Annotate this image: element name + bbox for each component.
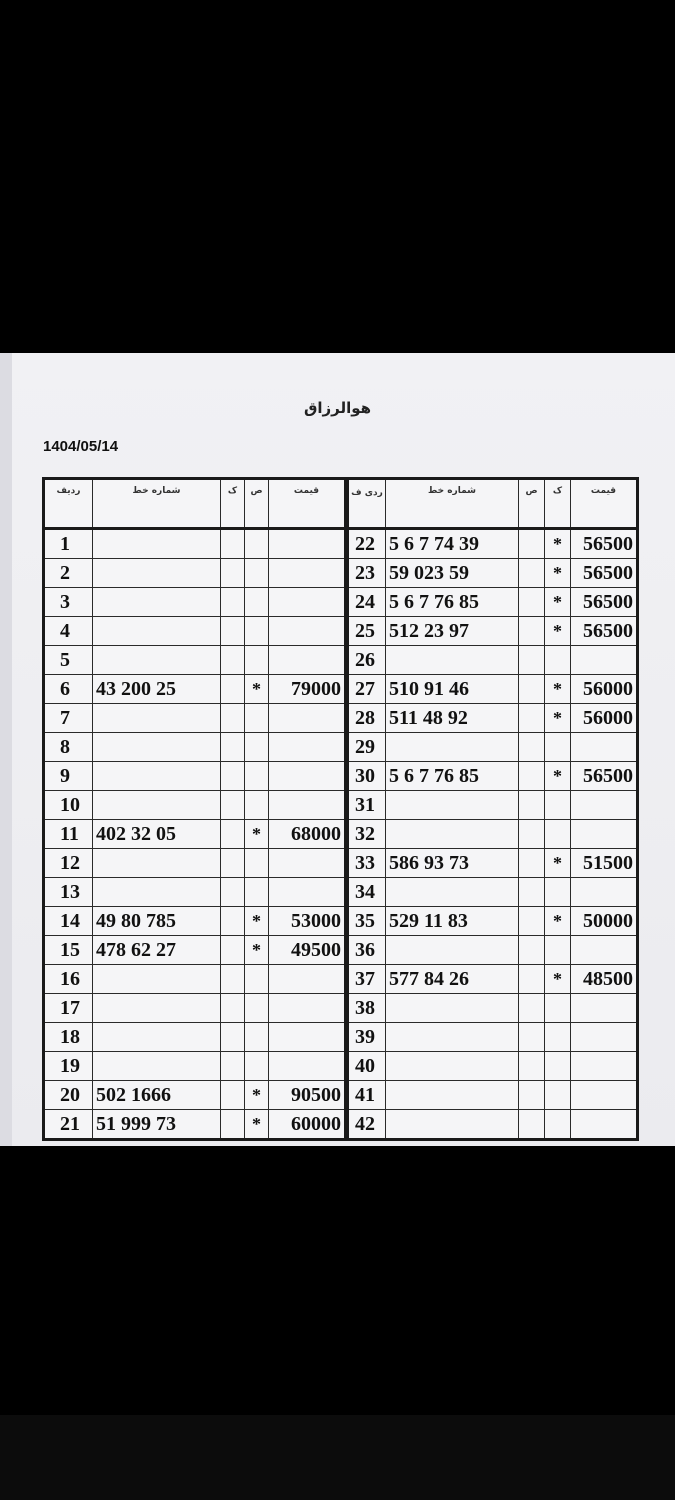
row-number-cell: 9 [44,762,93,791]
price-cell [269,704,346,733]
price-cell: 56500 [571,559,638,588]
price-cell: 56000 [571,704,638,733]
s-cell [245,646,269,675]
header-line-number: شماره خط [93,479,221,529]
row-number-cell: 23 [348,559,386,588]
row-number-cell: 33 [348,849,386,878]
row-number-cell: 24 [348,588,386,617]
line-number-cell: 402 32 05 [93,820,221,849]
table-row [44,588,346,617]
line-number-cell: 577 84 26 [386,965,519,994]
price-cell [269,965,346,994]
s-cell [245,878,269,907]
row-number-cell: 6 [44,675,93,704]
s-cell [545,994,571,1023]
row-number-cell: 19 [44,1052,93,1081]
table-row [348,965,638,994]
price-cell: 48500 [571,965,638,994]
table-row [44,1081,346,1110]
s-cell [245,1052,269,1081]
table-row [44,704,346,733]
document-date: 1404/05/14 [43,438,119,455]
s-cell [245,704,269,733]
s-cell [545,936,571,965]
line-number-cell: 59 023 59 [386,559,519,588]
price-cell: 79000 [269,675,346,704]
line-number-cell [386,936,519,965]
line-number-cell [93,878,221,907]
line-number-cell [93,704,221,733]
row-number-cell: 42 [348,1110,386,1140]
price-cell [269,791,346,820]
price-cell: 56500 [571,588,638,617]
price-cell [571,936,638,965]
k-cell [221,907,245,936]
line-number-cell [93,559,221,588]
price-cell [571,1052,638,1081]
line-number-cell [93,1023,221,1052]
k-cell [519,617,545,646]
line-number-cell [386,1110,519,1140]
price-cell [571,646,638,675]
row-number-cell: 3 [44,588,93,617]
s-cell [245,849,269,878]
price-cell: 49500 [269,936,346,965]
k-cell [221,1023,245,1052]
row-number-cell: 12 [44,849,93,878]
price-cell [571,733,638,762]
row-number-cell: 22 [348,529,386,559]
line-number-cell [93,791,221,820]
line-number-cell: 5 6 7 76 85 [386,762,519,791]
row-number-cell: 13 [44,878,93,907]
line-number-cell: 529 11 83 [386,907,519,936]
row-number-cell: 18 [44,1023,93,1052]
line-number-cell: 5 6 7 74 39 [386,529,519,559]
row-number-cell: 11 [44,820,93,849]
s-cell [245,529,269,559]
k-cell [519,907,545,936]
line-number-cell [386,994,519,1023]
k-cell [221,646,245,675]
row-number-cell: 20 [44,1081,93,1110]
price-cell: 51500 [571,849,638,878]
header-k: ک [545,479,571,529]
bottom-navigation-bar [0,1415,675,1500]
line-number-cell [93,733,221,762]
s-cell: * [545,617,571,646]
s-cell [545,1081,571,1110]
table-row [44,994,346,1023]
table-row [348,1052,638,1081]
header-price: قیمت [571,479,638,529]
line-number-cell [386,820,519,849]
k-cell [519,791,545,820]
table-row [44,733,346,762]
s-cell [245,733,269,762]
header-row-number: ردیف [44,479,93,529]
table-row [44,878,346,907]
table-row [44,820,346,849]
page-edge [0,353,12,1146]
line-number-cell [93,762,221,791]
k-cell [519,529,545,559]
left-price-table [42,477,347,1141]
row-number-cell: 8 [44,733,93,762]
k-cell [221,675,245,704]
s-cell: * [545,559,571,588]
k-cell [519,588,545,617]
k-cell [519,965,545,994]
k-cell [221,1110,245,1140]
table-row [44,849,346,878]
line-number-cell [93,965,221,994]
table-row [348,559,638,588]
s-cell [245,1023,269,1052]
line-number-cell: 512 23 97 [386,617,519,646]
s-cell: * [245,675,269,704]
table-row [348,849,638,878]
s-cell: * [245,936,269,965]
line-number-cell [93,617,221,646]
table-header-row [44,479,346,529]
line-number-cell: 586 93 73 [386,849,519,878]
line-number-cell [386,791,519,820]
s-cell [245,994,269,1023]
table-row [44,675,346,704]
line-number-cell: 502 1666 [93,1081,221,1110]
price-cell [269,733,346,762]
k-cell [519,820,545,849]
k-cell [221,994,245,1023]
k-cell [221,1052,245,1081]
s-cell: * [545,704,571,733]
s-cell [545,1052,571,1081]
price-cell: 68000 [269,820,346,849]
table-row [44,1110,346,1140]
document-heading: هوالرزاق [303,399,372,417]
k-cell [221,559,245,588]
price-cell [571,878,638,907]
header-price: قیمت [269,479,346,529]
row-number-cell: 37 [348,965,386,994]
line-number-cell: 5 6 7 76 85 [386,588,519,617]
k-cell [519,936,545,965]
table-row [348,1023,638,1052]
line-number-cell: 511 48 92 [386,704,519,733]
k-cell [221,762,245,791]
row-number-cell: 15 [44,936,93,965]
row-number-cell: 41 [348,1081,386,1110]
k-cell [519,878,545,907]
table-row [348,529,638,559]
k-cell [519,1081,545,1110]
table-row [44,936,346,965]
price-cell: 60000 [269,1110,346,1140]
k-cell [221,733,245,762]
row-number-cell: 31 [348,791,386,820]
line-number-cell: 43 200 25 [93,675,221,704]
s-cell [245,617,269,646]
table-row [44,559,346,588]
price-cell: 56500 [571,762,638,791]
row-number-cell: 17 [44,994,93,1023]
table-row [348,1081,638,1110]
s-cell [545,791,571,820]
price-cell [571,1023,638,1052]
line-number-cell [386,646,519,675]
k-cell [221,704,245,733]
table-row [348,588,638,617]
table-row [348,820,638,849]
row-number-cell: 10 [44,791,93,820]
k-cell [519,762,545,791]
line-number-cell [386,878,519,907]
row-number-cell: 26 [348,646,386,675]
s-cell [545,733,571,762]
line-number-cell [93,994,221,1023]
table-row [44,646,346,675]
k-cell [519,849,545,878]
row-number-cell: 27 [348,675,386,704]
s-cell: * [245,1081,269,1110]
price-cell [571,1110,638,1140]
table-header-row [348,479,638,529]
table-row [348,1110,638,1140]
s-cell [545,1110,571,1140]
line-number-cell: 510 91 46 [386,675,519,704]
price-cell [269,559,346,588]
table-row [44,907,346,936]
k-cell [221,820,245,849]
row-number-cell: 30 [348,762,386,791]
s-cell: * [545,849,571,878]
line-number-cell [93,849,221,878]
s-cell: * [545,907,571,936]
s-cell [245,588,269,617]
k-cell [519,1110,545,1140]
price-cell [269,617,346,646]
row-number-cell: 35 [348,907,386,936]
row-number-cell: 34 [348,878,386,907]
table-row [348,907,638,936]
s-cell [545,646,571,675]
line-number-cell [93,646,221,675]
row-number-cell: 4 [44,617,93,646]
k-cell [519,704,545,733]
table-row [348,791,638,820]
k-cell [221,617,245,646]
s-cell [545,820,571,849]
row-number-cell: 32 [348,820,386,849]
line-number-cell [386,1081,519,1110]
header-line-number: شماره خط [386,479,519,529]
row-number-cell: 39 [348,1023,386,1052]
k-cell [221,878,245,907]
row-number-cell: 40 [348,1052,386,1081]
s-cell [245,559,269,588]
header-s: ص [519,479,545,529]
s-cell: * [545,675,571,704]
price-cell [269,1052,346,1081]
row-number-cell: 28 [348,704,386,733]
line-number-cell: 51 999 73 [93,1110,221,1140]
price-cell [571,994,638,1023]
table-row [348,994,638,1023]
price-cell [571,820,638,849]
table-row [44,1023,346,1052]
table-row [348,762,638,791]
price-cell [269,588,346,617]
s-cell: * [545,529,571,559]
row-number-cell: 21 [44,1110,93,1140]
table-row [44,529,346,559]
row-number-cell: 25 [348,617,386,646]
price-cell [571,1081,638,1110]
table-row [348,878,638,907]
table-row [348,646,638,675]
k-cell [519,559,545,588]
table-row [44,1052,346,1081]
right-price-table [346,477,639,1141]
line-number-cell [93,529,221,559]
s-cell [545,878,571,907]
price-cell: 56500 [571,529,638,559]
table-row [44,762,346,791]
line-number-cell: 49 80 785 [93,907,221,936]
row-number-cell: 5 [44,646,93,675]
price-cell [269,1023,346,1052]
price-cell [269,529,346,559]
price-cell [571,791,638,820]
table-row [44,617,346,646]
header-s: ص [245,479,269,529]
k-cell [221,1081,245,1110]
s-cell [245,791,269,820]
s-cell: * [245,907,269,936]
table-row [44,791,346,820]
s-cell: * [545,965,571,994]
s-cell: * [245,1110,269,1140]
row-number-cell: 2 [44,559,93,588]
s-cell: * [545,762,571,791]
table-row [348,936,638,965]
s-cell [245,762,269,791]
row-number-cell: 7 [44,704,93,733]
table-row [44,965,346,994]
s-cell [245,965,269,994]
row-number-cell: 16 [44,965,93,994]
price-cell: 56500 [571,617,638,646]
price-cell [269,849,346,878]
price-cell: 90500 [269,1081,346,1110]
k-cell [221,791,245,820]
k-cell [221,529,245,559]
line-number-cell [93,1052,221,1081]
k-cell [221,936,245,965]
price-cell [269,994,346,1023]
k-cell [519,1052,545,1081]
header-row-number: ردی ف [348,479,386,529]
header-k: ک [221,479,245,529]
row-number-cell: 29 [348,733,386,762]
line-number-cell [386,733,519,762]
k-cell [221,849,245,878]
k-cell [519,733,545,762]
price-cell: 56000 [571,675,638,704]
line-number-cell: 478 62 27 [93,936,221,965]
row-number-cell: 38 [348,994,386,1023]
row-number-cell: 1 [44,529,93,559]
table-row [348,675,638,704]
price-cell: 53000 [269,907,346,936]
k-cell [519,1023,545,1052]
k-cell [221,588,245,617]
document-page [0,353,675,1146]
k-cell [519,675,545,704]
line-number-cell [386,1023,519,1052]
s-cell: * [245,820,269,849]
row-number-cell: 14 [44,907,93,936]
table-row [348,617,638,646]
line-number-cell [93,588,221,617]
k-cell [519,994,545,1023]
table-row [348,704,638,733]
price-cell [269,878,346,907]
k-cell [221,965,245,994]
price-cell [269,762,346,791]
table-row [348,733,638,762]
line-number-cell [386,1052,519,1081]
s-cell [545,1023,571,1052]
price-cell: 50000 [571,907,638,936]
s-cell: * [545,588,571,617]
k-cell [519,646,545,675]
price-cell [269,646,346,675]
row-number-cell: 36 [348,936,386,965]
